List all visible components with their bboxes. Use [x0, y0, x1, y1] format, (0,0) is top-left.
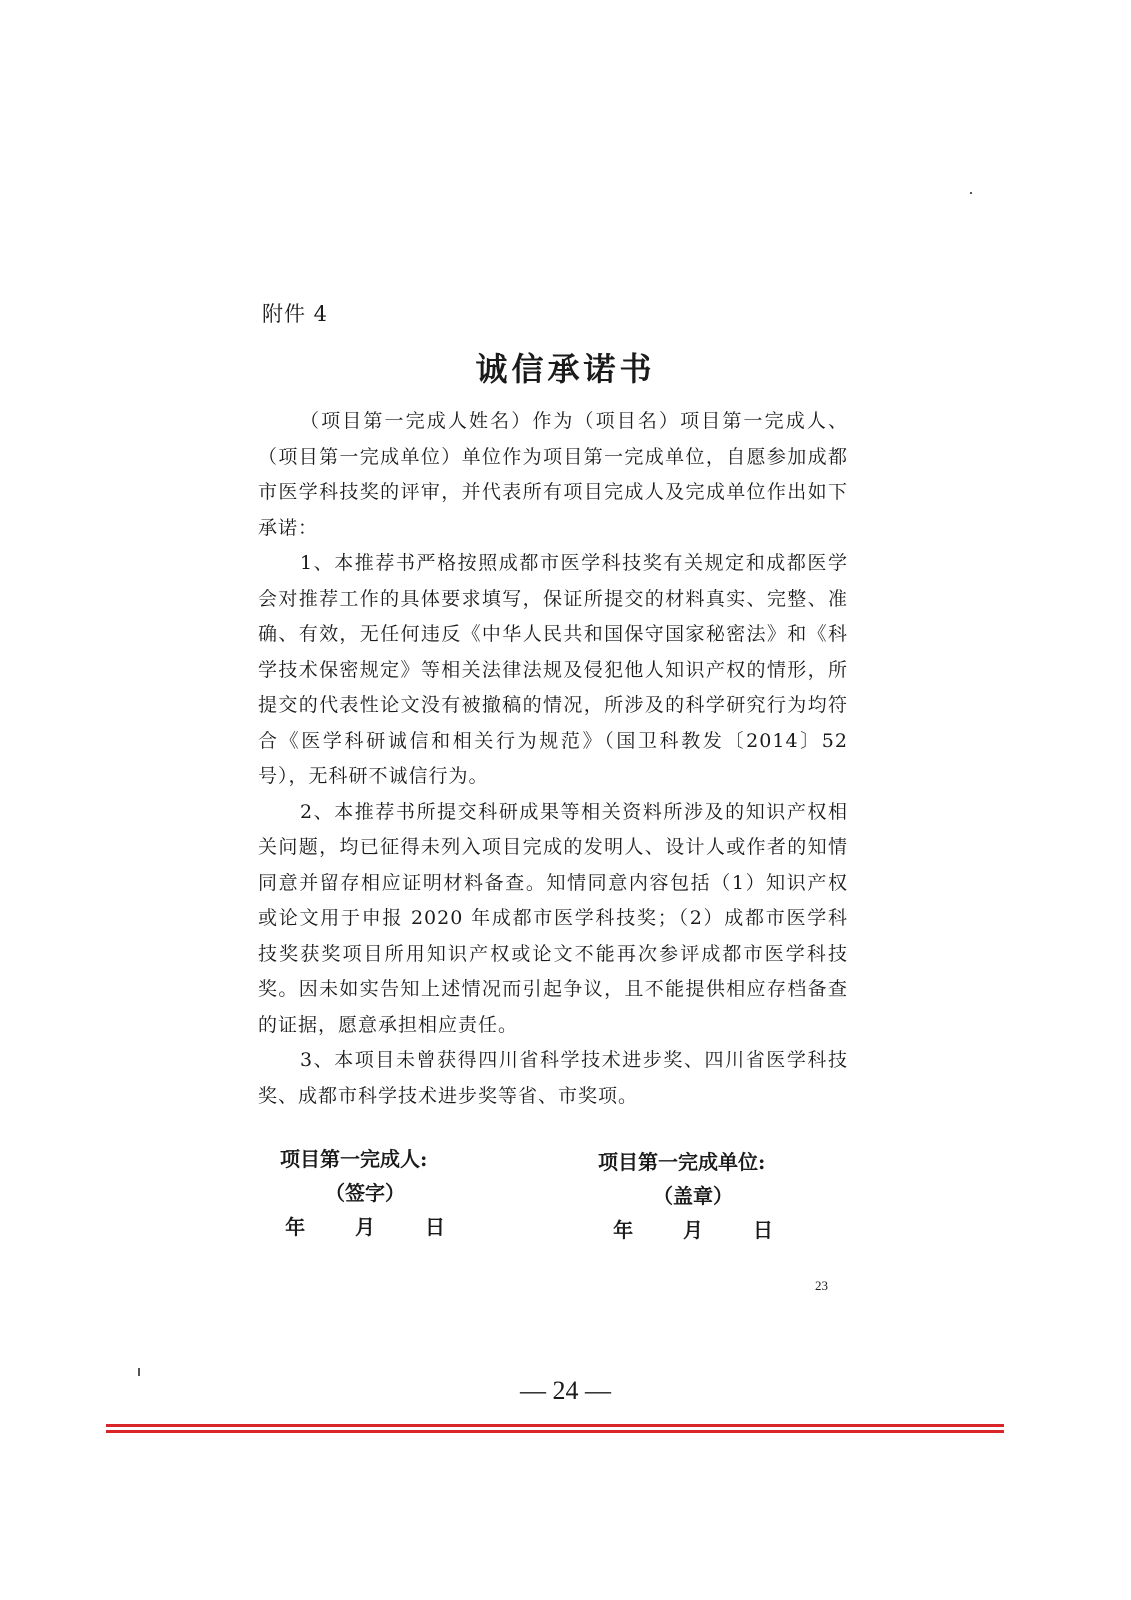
inner-page-number: 23: [815, 1278, 828, 1293]
commitment-paragraph-3: 3、本项目未曾获得四川省科学技术进步奖、四川省医学科技奖、成都市科学技术进步奖等省、市奖项。: [258, 1049, 848, 1107]
scan-speck: [138, 1368, 140, 1376]
commitment-paragraph-2: 2、本推荐书所提交科研成果等相关资料所涉及的知识产权相关问题，均已征得未列入项目完成的发明人、设计人或作者的知情同意并留存相应证明材料备查。知情同意内容包括（1）知识产权或论文用于申报 2020 年成都市医学科技奖；（2）成都市医学科技奖获奖项目所用知识产权或论文不能再次参评成都市医学科技奖。因未如实告知上述情况而引起争议，且不能提供相应存档备查的证据，愿意承担相应责任。: [258, 800, 848, 1036]
signature-block-person: [280, 1142, 450, 1244]
red-rule-top: [106, 1424, 1004, 1427]
scan-speck: [970, 192, 972, 194]
date-year: 年: [285, 1215, 306, 1239]
signature-unit-label: 项目第一完成单位:: [598, 1150, 766, 1174]
date-day: 日: [752, 1218, 773, 1242]
signature-block-unit: [598, 1145, 788, 1247]
intro-paragraph: （项目第一完成人姓名）作为（项目名）项目第一完成人、（项目第一完成单位）单位作为项目第一完成单位，自愿参加成都市医学科技奖的评审，并代表所有项目完成人及完成单位作出如下承诺：: [258, 410, 848, 539]
page-number: — 24 —: [520, 1376, 611, 1405]
date-day: 日: [424, 1215, 445, 1239]
signature-unit-date: [598, 1213, 788, 1247]
red-rule-bottom: [106, 1430, 1004, 1433]
document-title: 诚信承诺书: [475, 350, 656, 388]
signature-unit-note: （盖章）: [653, 1184, 733, 1208]
date-year: 年: [613, 1218, 634, 1242]
document-body: [258, 404, 848, 1114]
signature-person-date: [280, 1210, 450, 1244]
date-month: 月: [683, 1218, 703, 1242]
signature-person-note: （签字）: [325, 1181, 405, 1205]
attachment-label: 附件 4: [262, 302, 329, 326]
date-month: 月: [355, 1215, 375, 1239]
signature-person-label: 项目第一完成人:: [280, 1147, 428, 1171]
commitment-paragraph-1: 1、本推荐书严格按照成都市医学科技奖有关规定和成都医学会对推荐工作的具体要求填写，保证所提交的材料真实、完整、准确、有效，无任何违反《中华人民共和国保守国家秘密法》和《科学技术保密规定》等相关法律法规及侵犯他人知识产权的情形，所提交的代表性论文没有被撤稿的情况，所涉及的科学研究行为均符合《医学科研诚信和相关行为规范》（国卫科教发〔2014〕52号），无科研不诚信行为。: [258, 552, 848, 787]
